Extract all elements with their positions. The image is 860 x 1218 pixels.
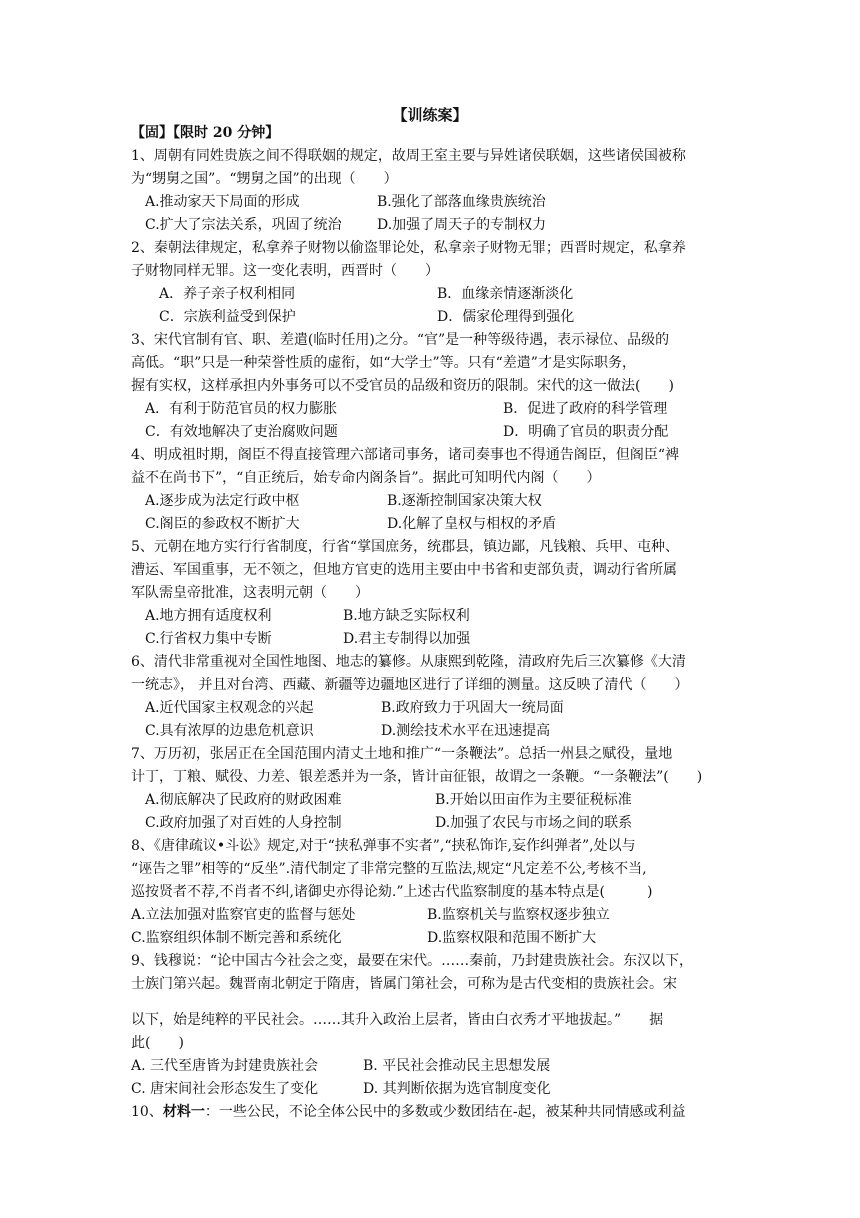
option-d: D.君主专制得以加强	[343, 631, 471, 647]
option-c: C.监察组织体制不断完善和系统化	[131, 930, 342, 946]
page-title: 【训练案】	[392, 106, 468, 124]
option-b: B.逐渐控制国家决策大权	[387, 493, 542, 509]
question-7	[131, 743, 731, 835]
option-a: A.彻底解决了民政府的财政困难	[145, 792, 342, 808]
option-row	[131, 214, 731, 237]
option-row	[131, 720, 731, 743]
question-text: 2、秦朝法律规定，私拿养子财物以偷盗罪论处，私拿亲子财物无罪；西晋时规定，私拿养	[131, 240, 686, 256]
option-row	[131, 283, 731, 306]
option-d: D. 其判断依据为选官制度变化	[363, 1081, 551, 1097]
question-text: “诬告之罪”相等的“反坐”.清代制定了非常完整的互监法,规定“凡定差不公,考核不当,	[131, 861, 647, 877]
question-text: 5、元朝在地方实行行省制度，行省“掌国庶务，统郡县，镇边鄙，凡钱粮、兵甲、屯种、	[131, 539, 680, 555]
option-d: D.监察权限和范围不断扩大	[427, 930, 597, 946]
question-2	[131, 237, 731, 329]
question-text: 为“甥舅之国”。“甥舅之国”的出现（ ）	[131, 171, 398, 187]
question-5	[131, 536, 731, 651]
question-4	[131, 444, 731, 536]
option-row	[131, 513, 731, 536]
option-a: A.立法加强对监察官吏的监督与惩处	[131, 907, 356, 923]
option-row	[131, 490, 731, 513]
section-tag: 【固】	[131, 125, 173, 141]
option-row	[131, 191, 731, 214]
question-content	[131, 122, 731, 1124]
question-text: 士族门第兴起。魏晋南北朝定于隋唐，皆属门第社会，可称为是古代变相的贵族社会。宋	[131, 976, 677, 992]
question-text: 1、周朝有同姓贵族之间不得联姻的规定，故周王室主要与异姓诸侯联姻，这些诸侯国被称	[131, 148, 686, 164]
option-c: C.阁臣的参政权不断扩大	[145, 516, 300, 532]
option-row	[131, 927, 731, 950]
option-c: C.扩大了宗法关系，巩固了统治	[145, 217, 342, 233]
option-d: D．儒家伦理得到强化	[437, 309, 575, 325]
option-a: A．有利于防范官员的权力膨胀	[145, 401, 338, 417]
question-text: 子财物同样无罪。这一变化表明，西晋时（ ）	[131, 263, 439, 279]
question-text: 握有实权，这样承担内外事务可以不受官员的品级和资历的限制。宋代的这一做法( )	[131, 378, 674, 394]
option-b: B.开始以田亩作为主要征税标准	[435, 792, 632, 808]
question-6	[131, 651, 731, 743]
option-row	[131, 306, 731, 329]
option-a: A.地方拥有适度权利	[145, 608, 272, 624]
option-row	[131, 697, 731, 720]
option-d: D.测绘技术水平在迅速提高	[381, 723, 551, 739]
question-text: 3、宋代官制有官、职、差遣(临时任用)之分。“官”是一种等级待遇，表示禄位、品级的	[131, 332, 670, 348]
question-text: 以下，始是纯粹的平民社会。……其升入政治上层者，皆由白衣秀才平地拔起。” 据	[131, 1012, 664, 1028]
option-b: B.地方缺乏实际权利	[343, 608, 470, 624]
line-gap	[131, 996, 731, 1009]
question-3	[131, 329, 731, 444]
option-row	[131, 812, 731, 835]
option-row	[131, 789, 731, 812]
question-1	[131, 145, 731, 237]
option-b: B．促进了政府的科学管理	[503, 401, 668, 417]
section-header	[131, 122, 731, 145]
question-text: 9、钱穆说：“论中国古今社会之变，最要在宋代。……秦前，乃封建贵族社会。东汉以下，	[131, 953, 694, 969]
option-c: C．有效地解决了吏治腐败问题	[145, 424, 338, 440]
question-text: 8、《唐律疏议•斗讼》规定,对于“挟私弹事不实者”,“挟私饰诈,妄作纠弹者”,处以与	[131, 838, 636, 854]
option-row	[131, 904, 731, 927]
option-b: B．血缘亲情逐渐淡化	[437, 286, 574, 302]
option-c: C.具有浓厚的边患危机意识	[145, 723, 314, 739]
option-d: D.加强了农民与市场之间的联系	[435, 815, 633, 831]
option-row	[131, 421, 731, 444]
question-text: 6、清代非常重视对全国性地图、地志的纂修。从康熙到乾隆，清政府先后三次纂修《大清	[131, 654, 686, 670]
option-a: A.逐步成为法定行政中枢	[145, 493, 300, 509]
option-c: C. 唐宋间社会形态发生了变化	[131, 1081, 319, 1097]
time-limit: 【限时 20 分钟】	[173, 125, 280, 141]
option-c: C.行省权力集中专断	[145, 631, 272, 647]
option-d: D.加强了周天子的专制权力	[377, 217, 547, 233]
question-text: 一统志》， 并且对台湾、西藏、新疆等边疆地区进行了详细的测量。这反映了清代（ ）	[131, 677, 689, 693]
question-text: 高低。“职”只是一种荣誉性质的虚衔，如“大学士”等。只有“差遣”才是实际职务，	[131, 355, 636, 371]
question-text: 巡按贤者不荐,不肖者不纠,诸御史亦得论劾.”上述古代监察制度的基本特点是( )	[131, 884, 653, 900]
question-text: 计丁，丁粮、赋役、力差、银差悉并为一条，皆计亩征银，故谓之一条鞭。“一条鞭法”( )	[131, 769, 703, 785]
option-row	[131, 1055, 731, 1078]
option-row	[131, 1078, 731, 1101]
question-text: 4、明成祖时期，阁臣不得直接管理六部诸司事务，诸司奏事也不得通告阁臣，但阁臣“裨	[131, 447, 680, 463]
question-text: 军队需皇帝批准，这表明元朝（ ）	[131, 585, 369, 601]
option-c: C．宗族利益受到保护	[159, 309, 296, 325]
option-a: A．养子亲子权利相同	[159, 286, 296, 302]
question-10	[131, 1101, 731, 1124]
question-number: 10、	[131, 1104, 163, 1120]
option-row	[131, 398, 731, 421]
question-text: 此( )	[131, 1035, 184, 1051]
question-text: ：一些公民，不论全体公民中的多数或少数团结在-起，被某种共同情感或利益	[204, 1104, 686, 1120]
question-text: 益不在尚书下”，“自正统后，始专命内阁条旨”。据此可知明代内阁（ ）	[131, 470, 601, 486]
option-a: A. 三代至唐皆为封建贵族社会	[131, 1058, 319, 1074]
question-8	[131, 835, 731, 950]
option-c: C.政府加强了对百姓的人身控制	[145, 815, 342, 831]
option-b: B.强化了部落血缘贵族统治	[377, 194, 546, 210]
question-text: 漕运、军国重事，无不领之，但地方官吏的选用主要由中书省和吏部负责，调动行省所属	[131, 562, 677, 578]
material-label: 材料一	[162, 1104, 205, 1120]
option-b: B. 平民社会推动民主思想发展	[363, 1058, 551, 1074]
option-row	[131, 605, 731, 628]
option-d: D．明确了官员的职责分配	[503, 424, 669, 440]
question-text: 7、万历初，张居正在全国范围内清丈土地和推广“一条鞭法”。总括一州县之赋役，量地	[131, 746, 673, 762]
option-b: B.监察机关与监察权逐步独立	[427, 907, 610, 923]
option-d: D.化解了皇权与相权的矛盾	[387, 516, 557, 532]
option-b: B.政府致力于巩固大一统局面	[381, 700, 564, 716]
question-9	[131, 950, 731, 1101]
option-a: A.推动家天下局面的形成	[145, 194, 300, 210]
option-a: A.近代国家主权观念的兴起	[145, 700, 314, 716]
option-row	[131, 628, 731, 651]
